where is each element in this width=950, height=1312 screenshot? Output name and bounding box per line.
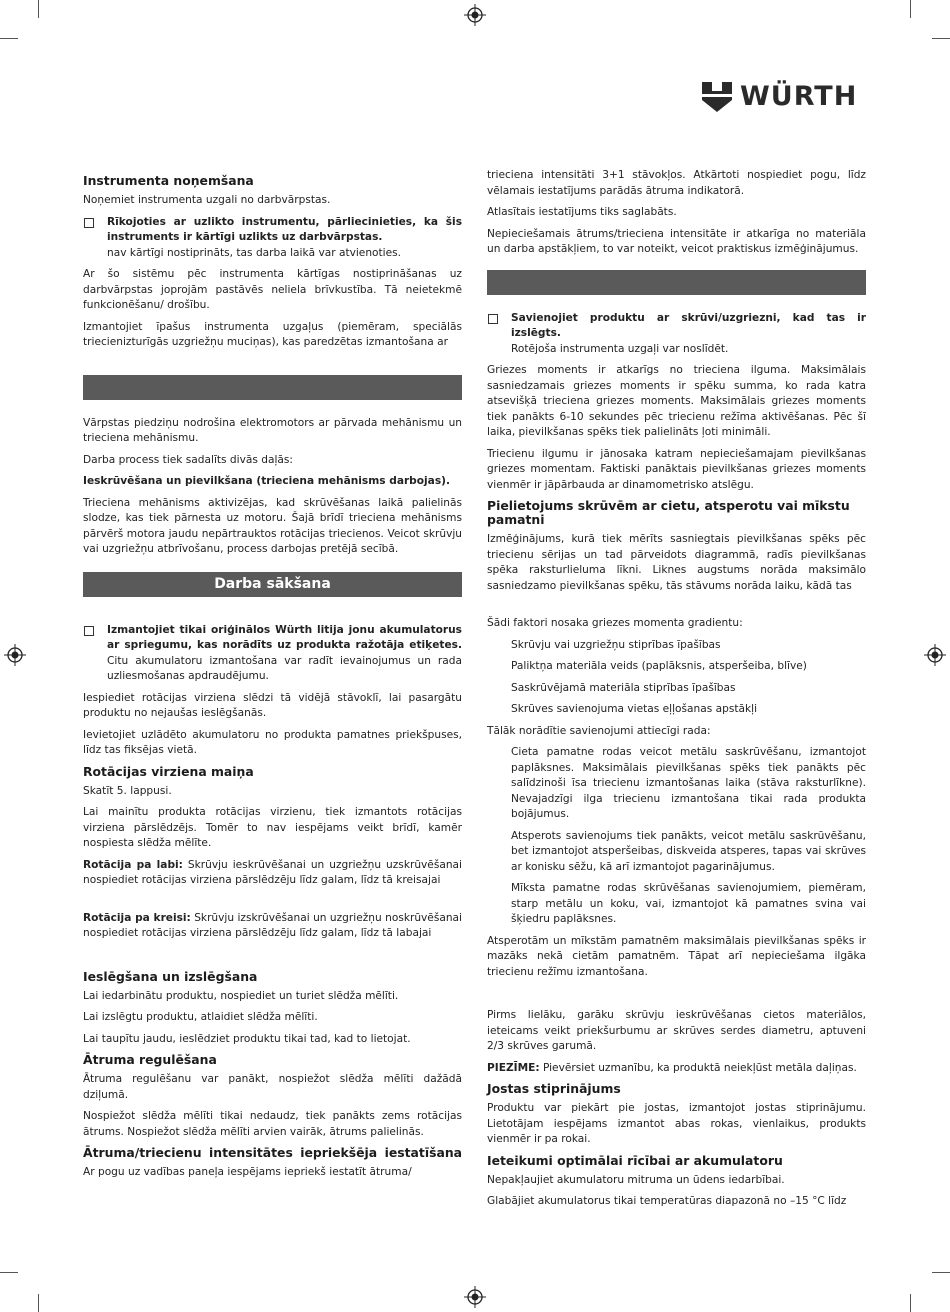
checkbox-icon xyxy=(488,314,498,324)
spacer xyxy=(83,895,462,911)
crop-mark xyxy=(38,1294,39,1312)
spacer xyxy=(83,948,462,964)
paragraph xyxy=(83,911,462,942)
paragraph: trieciena intensitāti 3+1 stāvokļos. Atkārtoti nospiediet pogu, līdz vēlamais iestatījums parādās ātruma indikatorā. xyxy=(487,169,866,197)
paragraph: Nepakļaujiet akumulatoru mitruma un ūdens iedarbībai. xyxy=(487,1173,785,1186)
paragraph: Izmēģinājums, kurā tiek mērīts sasniegtais pievilkšanas spēks pēc triecienu sērijas un tad pārveidots diagrammā, radīs pievilkšanas spēka raksturlieluma līkni. Liknes augstums norāda maksimālo sasniedzamo pievilkšanas spēku, tās stāvums norāda laiku, kādā tas xyxy=(487,533,866,592)
paragraph: Lai mainītu produkta rotācijas virzienu, tiek izmantots rotācijas virziena pārslēdzējs. Tomēr to nav iespējams veikt brīdī, kamēr nospiesta slēdža mēlīte. xyxy=(83,806,462,849)
paragraph-bold: Ieskrūvēšana un pievilkšana (trieciena mehānisms darbojas). xyxy=(83,475,450,487)
brand-name: WÜRTH xyxy=(740,81,858,112)
factor-item: Skrūvju vai uzgriežņu stiprības īpašības xyxy=(511,638,721,651)
section-bar-start-work: Darba sākšana xyxy=(83,572,462,597)
registration-mark-icon xyxy=(4,644,26,666)
paragraph: Iespiediet rotācijas virziena slēdzi tā vidējā stāvoklī, lai pasargātu produktu no nejaušas ieslēgšanās. xyxy=(83,691,462,719)
checkbox-icon xyxy=(84,626,94,636)
paragraph: Lai izslēgtu produktu, atlaidiet slēdža mēlīti. xyxy=(83,1011,318,1023)
text: Skrūvju ieskrūvēšanai un uzgriežņu uzskrūvēšanai nospiediet rotācijas virziena pārslēdzēju līdz galam, līdz tā kreisajai xyxy=(83,858,462,886)
paragraph: Ātruma regulēšanu var panākt, nospiežot slēdža mēlīti dažādā dziļumā. xyxy=(83,1073,462,1101)
paragraph: Glabājiet akumulatorus tikai temperatūras diapazonā no –15 °C līdz xyxy=(487,1195,847,1207)
factor-item: Paliktņa materiāla veids (paplāksnis, atsperšeiba, blīve) xyxy=(511,660,807,672)
paragraph: Šādi faktori nosaka griezes momenta gradientu: xyxy=(487,617,743,629)
joint-item: Cieta pamatne rodas veicot metālu saskrūvēšanu, izmantojot paplāksnes. Maksimālais pievilkšanas spēks tiek panākts pēc salīdzinoši īsa triecienu izmantošanas laika (stāva raksturlīkne). Nevajadzīgi ilga triecienu izmantošana tikai rada produkta bojājumus. xyxy=(511,746,866,820)
note-bold: Rīkojoties ar uzlikto instrumentu, pārliecinieties, ka šis instruments ir kārtīgi uzlikts uz darbvārpstas. xyxy=(107,215,462,243)
paragraph: Lai taupītu jaudu, ieslēdziet produktu tikai tad, kad to lietojat. xyxy=(83,1032,411,1045)
crop-mark xyxy=(0,1272,18,1273)
note-bold: Savienojiet produktu ar skrūvi/uzgriezni, kad tas ir izslēgts. xyxy=(511,311,866,339)
note-item xyxy=(83,215,462,262)
paragraph: Skatīt 5. lappusi. xyxy=(83,784,172,797)
paragraph: Triecienu ilgumu ir jānosaka katram nepieciešamajam pievilkšanas griezes momentam. Faktiski panāktais pievilkšanas griezes moments vienmēr ir jāpārbauda ar dinamometrisko atslēgu. xyxy=(487,447,866,491)
factor-item: Skrūves savienojuma vietas eļļošanas apstākļi xyxy=(511,703,758,715)
section-bar xyxy=(487,270,866,295)
joint-item: Mīksta pamatne rodas skrūvēšanas savienojumiem, piemēram, starp metālu un koku, vai, izmantojot kā pamatnes svina vai šķiedru paplāksnes. xyxy=(511,882,866,925)
heading-on-off: Ieslēgšana un izslēgšana xyxy=(83,968,258,984)
note-bold: Izmantojiet tikai oriģinālos Würth litija jonu akumulatorus ar spriegumu, kas norādīts uz produkta ražotāja etiķetes. xyxy=(107,623,462,651)
wurth-logo xyxy=(700,80,870,114)
paragraph: Produktu var piekārt pie jostas, izmantojot jostas stiprinājumu. Lietotājam iespējams izmantot abas rokas, vienlaikus, produkts vienmēr ir pa rokai. xyxy=(487,1102,866,1145)
heading-application: Pielietojums skrūvēm ar cietu, atsperotu vai mīkstu pamatni xyxy=(487,498,850,527)
registration-mark-icon xyxy=(924,644,946,666)
paragraph: Nospiežot slēdža mēlīti tikai nedaudz, tiek panākts zems rotācijas ātrums. Nospiežot slēdža mēlīti arvien vairāk, ātrums palielinās. xyxy=(83,1110,462,1138)
joint-item: Atsperots savienojums tiek panākts, veicot metālu saskrūvēšanu, bet izmantojot atsperšeibas, diskveida atsperes, tapas vai skrūves ar konisku sēžu, kā arī izmantojot pagarinājumus. xyxy=(511,829,866,873)
left-column xyxy=(83,168,462,1187)
registration-mark-icon xyxy=(464,4,486,26)
paragraph: Nepieciešamais ātrums/trieciena intensitāte ir atkarīga no materiāla un darba apstākļiem, to var noteikt, veicot praktiskus izmēģinājumus. xyxy=(487,227,866,255)
paragraph: Ar pogu uz vadības paneļa iespējams iepriekš iestatīt ātruma/ xyxy=(83,1166,412,1178)
paragraph: Darba process tiek sadalīts divās daļās: xyxy=(83,453,293,466)
text: Skrūvju izskrūvēšanai un uzgriežņu noskrūvēšanai nospiediet rotācijas virziena pārslēdzēju līdz galam, līdz tā labajai xyxy=(83,911,462,939)
heading-speed-control: Ātruma regulēšana xyxy=(83,1052,217,1067)
crop-mark xyxy=(932,38,950,39)
factor-item: Saskrūvējamā materiāla stiprības īpašības xyxy=(511,681,736,694)
crop-mark xyxy=(38,0,39,18)
checkbox-icon xyxy=(84,218,94,228)
spacer xyxy=(487,986,866,1008)
section-bar xyxy=(83,375,462,400)
heading-tool-removal: Instrumenta noņemšana xyxy=(83,173,254,188)
heading-speed-preset: Ātruma/triecienu intensitātes iepriekšēja iestatīšana xyxy=(83,1145,462,1160)
paragraph: Lai iedarbinātu produktu, nospiediet un turiet slēdža mēlīti. xyxy=(83,989,399,1002)
paragraph: Izmantojiet īpašus instrumenta uzgaļus (piemēram, speciālās triecienizturīgās uzgriežņu muciņas), kas paredzētas izmantošana ar xyxy=(83,320,462,348)
paragraph: Atsperotām un mīkstām pamatnēm maksimālais pievilkšanas spēks ir mazāks nekā cietām pamatnēm. Tāpat arī nepieciešama ilgāka triecienu režīmu izmantošana. xyxy=(487,934,866,978)
heading-belt-clip: Jostas stiprinājums xyxy=(487,1081,621,1096)
heading-battery-tips: Ieteikumi optimālai rīcībai ar akumulatoru xyxy=(487,1152,783,1168)
note-text: Rotējoša instrumenta uzgaļi var noslīdēt. xyxy=(511,342,729,355)
note-text: Citu akumulatoru izmantošana var radīt ievainojumus un rada uzliesmošanas apdraudējumu. xyxy=(107,654,462,682)
crop-mark xyxy=(0,38,18,39)
registration-mark-icon xyxy=(464,1286,486,1308)
paragraph: Griezes moments ir atkarīgs no trieciena ilguma. Maksimālais sasniedzamais griezes moments ir spēku summa, ko rada katra atsevišķā trieciena griezes moments. Maksimālais griezes moments tiek panākts 6-10 sekundes pēc triecienu režīma aktivēšanas. Pēc šī laika, pievilkšanas spēks tiek palielināts ļoti minimāli. xyxy=(487,364,866,438)
note-text: nav kārtīgi nostiprināts, tas darba laikā var atvienoties. xyxy=(107,246,402,259)
paragraph: Tālāk norādītie savienojumi attiecīgi rada: xyxy=(487,724,711,737)
paragraph xyxy=(83,858,462,889)
label-note: PIEZĪME: xyxy=(487,1061,540,1074)
label-rotation-right: Rotācija pa labi: xyxy=(83,858,183,871)
crop-mark xyxy=(932,1272,950,1273)
text: Pievērsiet uzmanību, ka produktā neiekļūst metāla daļiņas. xyxy=(539,1061,857,1074)
heading-rotation-direction: Rotācijas virziena maiņa xyxy=(83,763,254,779)
wurth-logo-icon xyxy=(700,80,734,114)
label-rotation-left: Rotācija pa kreisi: xyxy=(83,911,191,924)
paragraph: Pirms lielāku, garāku skrūvju ieskrūvēšanas cietos materiālos, ieteicams veikt priekšurbumu ar skrūves serdes diametru, aptuveni 2/3 skrūves garumā. xyxy=(487,1009,866,1052)
note-item xyxy=(83,623,462,685)
paragraph: Noņemiet instrumenta uzgali no darbvārpstas. xyxy=(83,194,331,206)
paragraph: Ar šo sistēmu pēc instrumenta kārtīgas nostiprināšanas uz darbvārpstas joprojām pastāvēs neliela brīvkustība. Tā neietekmē funkcionēšanu/ drošību. xyxy=(83,268,462,311)
paragraph: Atlasītais iestatījums tiks saglabāts. xyxy=(487,206,677,218)
paragraph: Ievietojiet uzlādēto akumulatoru no produkta pamatnes priekšpuses, līdz tas fiksējas vietā. xyxy=(83,728,462,756)
paragraph: Trieciena mehānisms aktivizējas, kad skrūvēšanas laikā palielinās slodze, kas tiek pārnesta uz motoru. Šajā brīdī trieciena mehānisms pārvērš motora jaudu nepārtrauktos rotācijas triecienos. Veicot skrūvju vai uzgriežņu atbrīvošanu, process darbojas pretējā secībā. xyxy=(83,496,462,555)
crop-mark xyxy=(910,0,911,18)
crop-mark xyxy=(910,1294,911,1312)
paragraph xyxy=(487,1061,866,1077)
paragraph: Vārpstas piedziņu nodrošina elektromotors ar pārvada mehānismu un trieciena mehānismu. xyxy=(83,416,462,444)
right-column xyxy=(487,168,866,1216)
note-item xyxy=(487,311,866,358)
spacer xyxy=(487,600,866,616)
